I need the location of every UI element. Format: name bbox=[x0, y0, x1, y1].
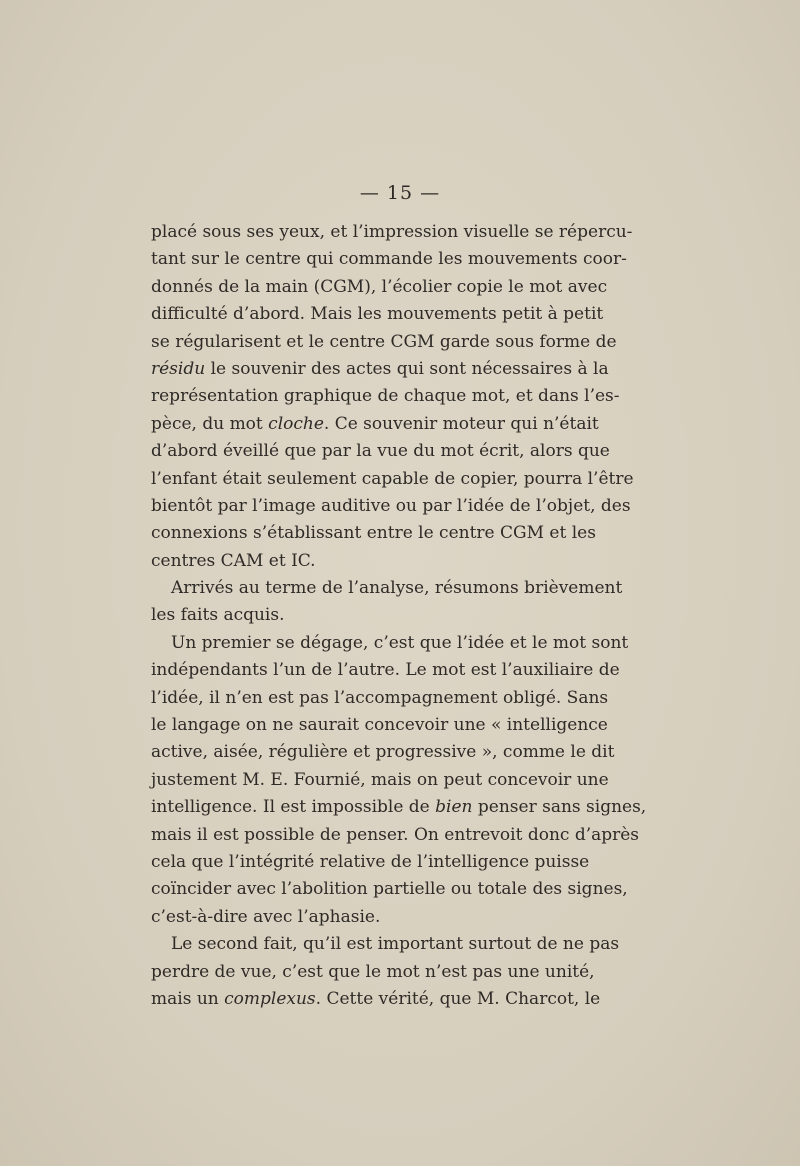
text-segment: bientôt par l’image auditive ou par l’idée de l’objet, des bbox=[151, 495, 631, 516]
text-line bbox=[151, 876, 628, 903]
text-segment: le langage on ne saurait concevoir une « intelligence bbox=[151, 715, 608, 736]
text-segment: difficulté d’abord. Mais les mouvements petit à petit bbox=[151, 304, 604, 325]
text-segment: indépendants l’un de l’autre. Le mot est l’auxiliaire de bbox=[151, 660, 620, 681]
text-segment: perdre de vue, c’est que le mot n’est pas une unité, bbox=[151, 961, 595, 982]
text-segment: centres CAM et IC. bbox=[151, 550, 316, 571]
text-segment: d’abord éveillé que par la vue du mot écrit, alors que bbox=[151, 441, 610, 462]
italic-word: bien bbox=[435, 797, 473, 818]
text-line bbox=[151, 739, 615, 766]
text-segment: tant sur le centre qui commande les mouvements coor- bbox=[151, 249, 627, 270]
text-line bbox=[151, 931, 620, 958]
page-number: — 15 — bbox=[359, 182, 441, 204]
text-segment: connexions s’établissant entre le centre CGM et les bbox=[151, 523, 596, 544]
text-segment: cela que l’intégrité relative de l’intelligence puisse bbox=[151, 851, 590, 872]
text-line bbox=[151, 822, 640, 849]
text-segment: justement M. E. Fournié, mais on peut concevoir une bbox=[151, 769, 609, 790]
text-line bbox=[151, 438, 610, 465]
text-line bbox=[151, 767, 609, 794]
text-line bbox=[151, 849, 590, 876]
text-segment: l’idée, il n’en est pas l’accompagnement obligé. Sans bbox=[151, 687, 609, 708]
text-line bbox=[151, 959, 595, 986]
text-line bbox=[151, 794, 647, 821]
text-segment: donnés de la main (CGM), l’écolier copie le mot avec bbox=[151, 276, 608, 297]
text-line bbox=[151, 520, 596, 547]
text-segment: Le second fait, qu’il est important surtout de ne pas bbox=[171, 934, 620, 955]
text-line bbox=[151, 329, 617, 356]
text-line bbox=[151, 466, 634, 493]
text-segment: active, aisée, régulière et progressive », comme le dit bbox=[151, 742, 615, 763]
text-line bbox=[151, 904, 586, 931]
text-segment: . Cette vérité, que M. Charcot, le bbox=[315, 988, 601, 1009]
text-line bbox=[151, 356, 609, 383]
text-line bbox=[151, 657, 620, 684]
text-segment: les faits acquis. bbox=[151, 605, 285, 626]
text-segment: placé sous ses yeux, et l’impression visuelle se répercu- bbox=[151, 222, 633, 242]
text-segment: mais il est possible de penser. On entrevoit donc d’après bbox=[151, 824, 640, 845]
text-segment: pèce, du mot bbox=[151, 413, 269, 434]
text-line bbox=[151, 575, 623, 602]
text-line bbox=[151, 712, 608, 739]
text-segment: penser sans signes, bbox=[472, 797, 647, 818]
text-line bbox=[151, 301, 604, 328]
text-segment: représentation graphique de chaque mot, et dans l’es- bbox=[151, 386, 620, 407]
text-segment: le souvenir des actes qui sont nécessaires à la bbox=[205, 358, 609, 379]
text-segment: Arrivés au terme de l’analyse, résumons brièvement bbox=[171, 578, 623, 599]
text-line bbox=[151, 685, 609, 712]
text-line bbox=[151, 411, 599, 438]
text-line bbox=[151, 602, 586, 629]
text-line bbox=[151, 630, 629, 657]
text-segment: Un premier se dégage, c’est que l’idée et le mot sont bbox=[171, 632, 629, 653]
text-line bbox=[151, 274, 608, 301]
text-segment: coïncider avec l’abolition partielle ou totale des signes, bbox=[151, 879, 628, 900]
text-line bbox=[151, 548, 586, 575]
text-line bbox=[151, 383, 620, 410]
text-segment: intelligence. Il est impossible de bbox=[151, 797, 436, 818]
text-segment: c’est-à-dire avec l’aphasie. bbox=[151, 906, 381, 927]
italic-word: cloche bbox=[268, 413, 324, 434]
text-segment: . Ce souvenir moteur qui n’était bbox=[323, 413, 599, 434]
italic-word: complexus bbox=[224, 988, 316, 1009]
text-line bbox=[151, 986, 601, 1013]
text-line bbox=[151, 219, 633, 246]
text-segment: se régularisent et le centre CGM garde sous forme de bbox=[151, 331, 617, 352]
text-line bbox=[151, 246, 627, 273]
body-text bbox=[151, 219, 647, 1013]
text-segment: mais un bbox=[151, 988, 225, 1009]
italic-word: résidu bbox=[151, 358, 206, 379]
text-segment: l’enfant était seulement capable de copier, pourra l’être bbox=[151, 468, 634, 489]
text-line bbox=[151, 493, 631, 520]
